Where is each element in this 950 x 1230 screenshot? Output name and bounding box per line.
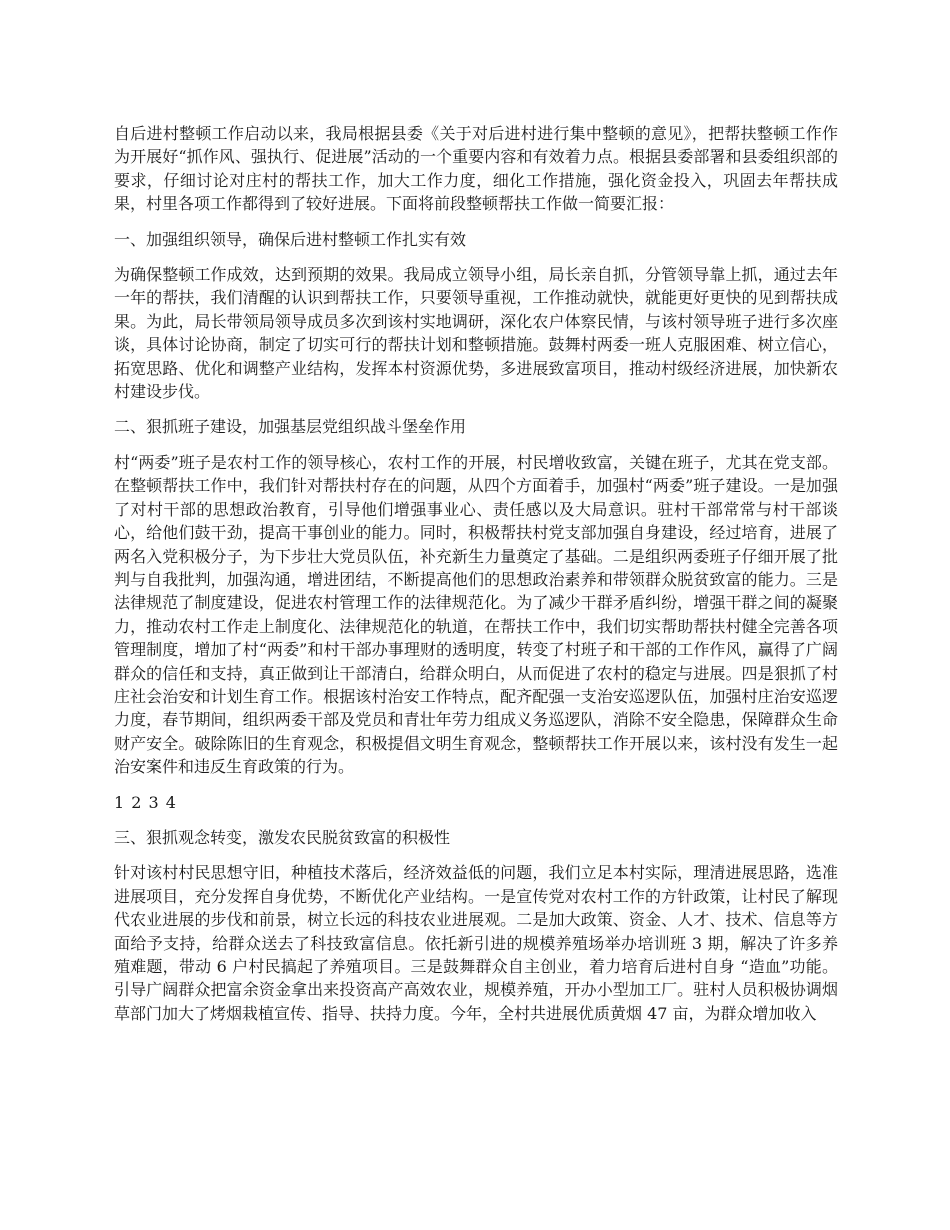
section-heading-1: 一、加强组织领导，确保后进村整顿工作扎实有效 <box>114 229 467 249</box>
section-body-2: 村“两委”班子是农村工作的领导核心，农村工作的开展，村民增收致富，关键在班子，尤其在党支部。在整顿帮扶工作中，我们针对帮扶村存在的问题，从四个方面着手，加强村“两委”班子建设。一是加强了对村干部的思想政治教育，引导他们增强事业心、责任感以及大局意识。驻村干部常常与村干部谈心，给他们鼓干劲，提高干事创业的能力。同时，积极帮扶村党支部加强自身建设，经过培育，进展了两名入党积极分子，为下步壮大党员队伍，补充新生力量奠定了基础。二是组织两委班子仔细开展了批判与自我批判，加强沟通，增进团结，不断提高他们的思想政治素养和带领群众脱贫致富的能力。三是法律规范了制度建设，促进农村管理工作的法律规范化。为了减少干群矛盾纠纷，增强干群之间的凝聚力，推动农村工作走上制度化、法律规范化的轨道，在帮扶工作中，我们切实帮助帮扶村健全完善各项管理制度，增加了村“两委”和村干部办事理财的透明度，转变了村班子和干部的工作作风，赢得了广阔群众的信任和支持，真正做到让干部清白，给群众明白，从而促进了农村的稳定与进展。四是狠抓了村庄社会治安和计划生育工作。根据该村治安工作特点，配齐配强一支治安巡逻队伍，加强村庄治安巡逻力度，春节期间，组织两委干部及党员和青壮年劳力组成义务巡逻队，消除不安全隐患，保障群众生命财产安全。破除陈旧的生育观念，积极提倡文明生育观念，整顿帮扶工作开展以来，该村没有发生一起治安案件和违反生育政策的行为。 <box>114 452 838 777</box>
document-page <box>114 122 838 1037</box>
section-body-3: 针对该村村民思想守旧，种植技术落后，经济效益低的问题，我们立足本村实际，理清进展思路，选准进展项目，充分发挥自身优势，不断优化产业结构。一是宣传党对农村工作的方针政策，让村民了解现代农业进展的步伐和前景，树立长远的科技农业进展观。二是加大政策、资金、人才、技术、信息等方面给予支持，给群众送去了科技致富信息。依托新引进的规模养殖场举办培训班 3 期，解决了许多养殖难题，带动 6 户村民搞起了养殖项目。三是鼓舞群众自主创业，着力培育后进村自身 “造血”功能。引导广阔群众把富余资金拿出来投资高产高效农业，规模养殖，开办小型加工厂。驻村人员积极协调烟草部门加大了烤烟栽植宣传、指导、扶持力度。今年，全村共进展优质黄烟 47 亩，为群众增加收入 <box>114 863 838 1023</box>
section-body-1: 为确保整顿工作成效，达到预期的效果。我局成立领导小组，局长亲自抓，分管领导靠上抓，通过去年一年的帮扶，我们清醒的认识到帮扶工作，只要领导重视，工作推动就快，就能更好更快的见到帮扶成果。为此，局长带领局领导成员多次到该村实地调研，深化农户体察民情，与该村领导班子进行多次座谈，具体讨论协商，制定了切实可行的帮扶计划和整顿措施。鼓舞村两委一班人克服困难、树立信心，拓宽思路、优化和调整产业结构，发挥本村资源优势，多进展致富项目，推动村级经济进展，加快新农村建设步伐。 <box>114 265 838 402</box>
intro-paragraph: 自后进村整顿工作启动以来，我局根据县委《关于对后进村进行集中整顿的意见》，把帮扶整顿工作作为开展好“抓作风、强执行、促进展”活动的一个重要内容和有效着力点。根据县委部署和县委组织部的要求，仔细讨论对庄村的帮扶工作，加大工作力度，细化工作措施，强化资金投入，巩固去年帮扶成果，村里各项工作都得到了较好进展。下面将前段整顿帮扶工作做一简要汇报： <box>114 124 838 214</box>
section-heading-3: 三、狠抓观念转变，激发农民脱贫致富的积极性 <box>114 827 451 847</box>
section-heading-2: 二、狠抓班子建设，加强基层党组织战斗堡垒作用 <box>114 417 467 437</box>
pagination[interactable]: 1 2 3 4 <box>114 792 177 812</box>
